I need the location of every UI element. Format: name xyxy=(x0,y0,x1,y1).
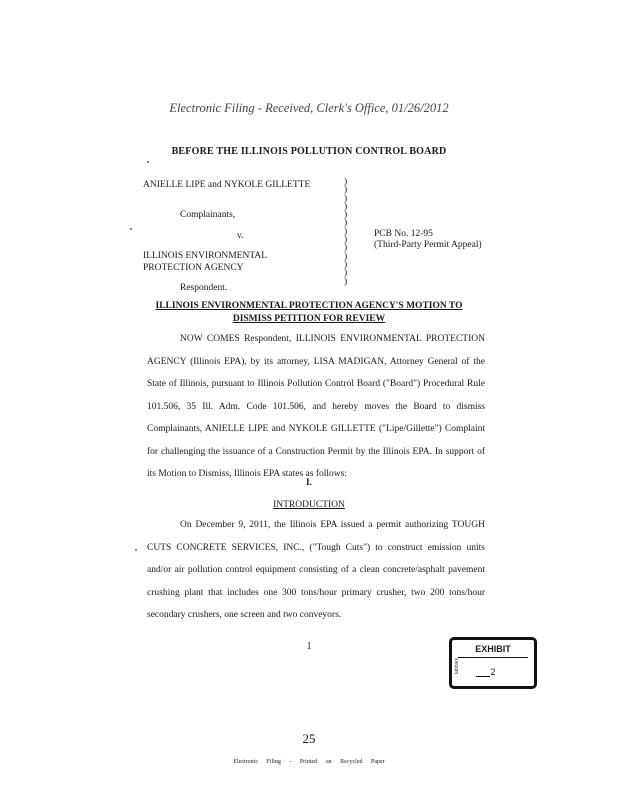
exhibit-rule xyxy=(458,657,528,658)
scan-speck xyxy=(130,228,132,230)
motion-title-line1: ILLINOIS ENVIRONMENTAL PROTECTION AGENCY'S MOTION TO xyxy=(155,301,463,311)
page-number: 1 xyxy=(306,641,312,652)
introduction-paragraph: On December 9, 2011, the Illinois EPA issued a permit authorizing TOUGH CUTS CONCRETE SERVICES, INC., ("Tough Cuts") to construct emission units and/or air pollution control equipment consisting of a clean concrete/asphalt pavement crushing plant that includes one 300 tons/hour primary crusher, two 200 tons/hour secondary crushers, one screen and two conveyors. xyxy=(147,520,485,620)
exhibit-number: 2 xyxy=(490,667,496,677)
exhibit-sticker xyxy=(449,637,537,689)
court-heading: BEFORE THE ILLINOIS POLLUTION CONTROL BOARD xyxy=(171,146,447,157)
motion-title xyxy=(0,300,618,326)
scan-speck xyxy=(135,549,137,551)
case-type: (Third-Party Permit Appeal) xyxy=(374,240,482,250)
respondent-name-line2: PROTECTION AGENCY xyxy=(143,263,244,273)
versus: v. xyxy=(237,231,244,241)
respondent-role: Respondent. xyxy=(180,283,228,293)
exhibit-label: EXHIBIT xyxy=(475,644,511,654)
motion-paragraph: NOW COMES Respondent, ILLINOIS ENVIRONMENTAL PROTECTION AGENCY (Illinois EPA), by its attorney, LISA MADIGAN, Attorney General of the State of Illinois, pursuant to Illinois Pollution Control Board ("Board") Procedural Rule 101.506, 35 Ill. Adm. Code 101.506, and hereby moves the Board to dismiss Complainants, ANIELLE LIPE and NYKOLE GILLETTE ("Lipe/Gillette") Complaint for challenging the issuance of a Construction Permit by the Illinois EPA. In support of its Motion to Dismiss, Illinois EPA states as follows: xyxy=(147,334,485,479)
respondent-name-line1: ILLINOIS ENVIRONMENTAL xyxy=(143,251,268,261)
section-numeral: I. xyxy=(305,478,313,488)
bottom-page-number: 25 xyxy=(302,731,316,746)
caption-parentheses: ) ) ) ) ) ) ) ) ) ) ) ) ) xyxy=(344,177,348,287)
exhibit-side-text: tabbies xyxy=(454,658,460,675)
complainants-name: ANIELLE LIPE and NYKOLE GILLETTE xyxy=(143,180,311,190)
section-heading: INTRODUCTION xyxy=(273,500,345,510)
complainants-role: Complainants, xyxy=(180,210,236,220)
filing-stamp: Electronic Filing - Received, Clerk's Office, 01/26/2012 xyxy=(169,101,449,115)
scan-speck xyxy=(147,161,149,163)
footer-text: Electronic Filing - Printed on Recycled Paper xyxy=(233,759,385,765)
case-number: PCB No. 12-95 xyxy=(374,229,433,239)
motion-title-line2: DISMISS PETITION FOR REVIEW xyxy=(232,314,386,324)
